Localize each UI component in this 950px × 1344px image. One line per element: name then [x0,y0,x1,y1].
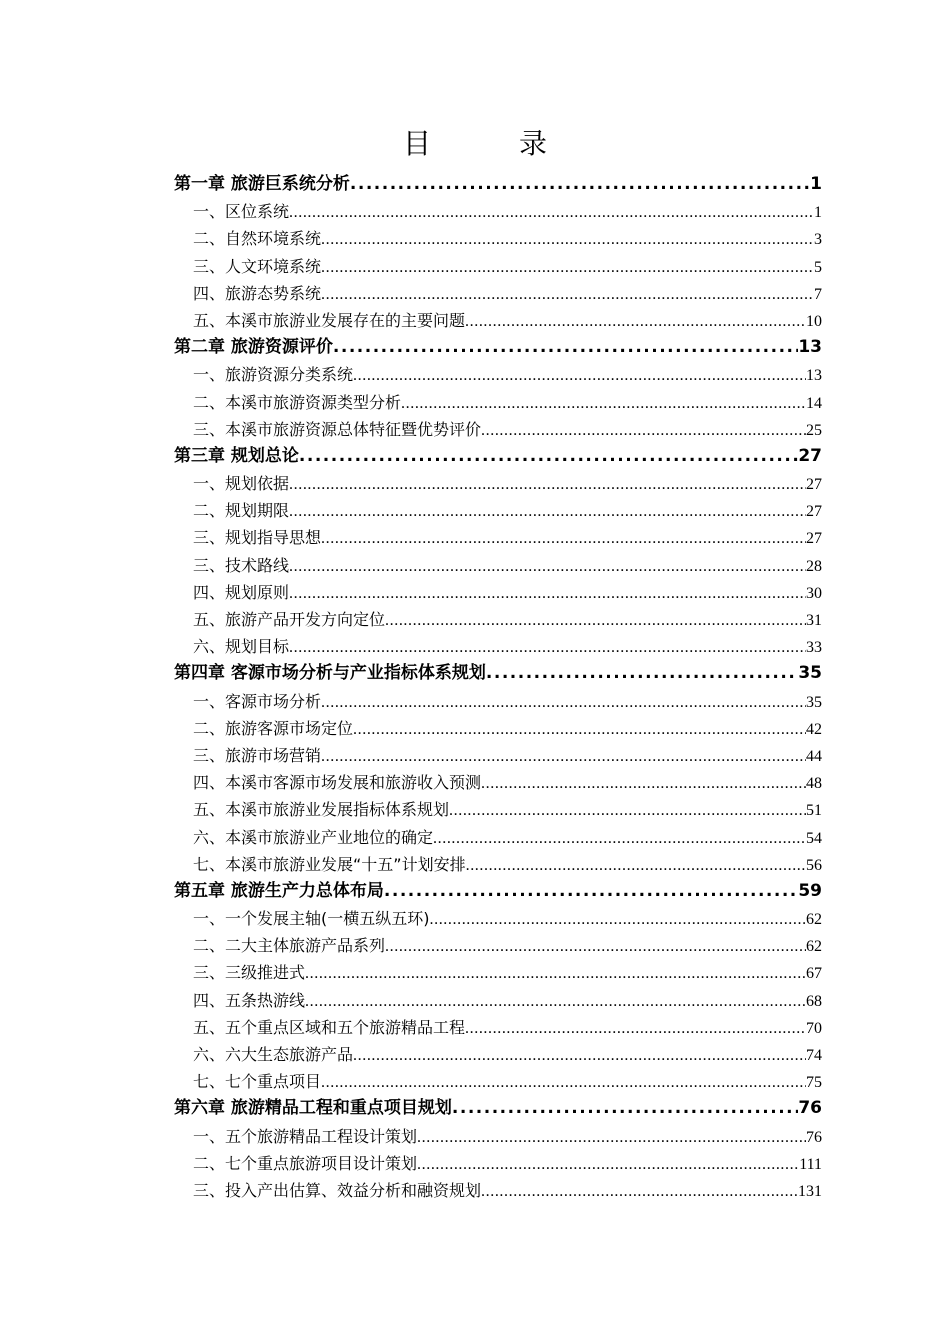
dot-leader [452,1095,798,1122]
dot-leader [321,689,806,715]
dot-leader [289,199,814,225]
toc-section-entry[interactable] [174,1150,822,1177]
dot-leader [321,226,814,252]
toc-entry-label: 七、本溪市旅游业发展“十五”计划安排 [193,854,466,874]
toc-entry-page-number: 27 [806,476,822,494]
toc-entry-label: 三、本溪市旅游资源总体特征暨优势评价 [193,419,482,439]
toc-entry-label: 六、本溪市旅游业产业地位的确定 [193,827,434,847]
toc-entry-page-number: 44 [806,747,822,765]
toc-entry-label: 二、规划期限 [193,501,290,521]
toc-section-entry[interactable] [174,633,822,660]
toc-section-entry[interactable] [174,824,822,851]
toc-chapter-entry[interactable] [174,878,822,905]
toc-entry-page-number: 48 [806,775,822,793]
toc-entry-page-number: 25 [806,421,822,439]
toc-section-entry[interactable] [174,253,822,280]
toc-entry-label: 三、规划指导思想 [193,528,322,548]
toc-entry-label: 五、本溪市旅游业发展存在的主要问题 [193,310,466,330]
toc-section-entry[interactable] [174,1014,822,1041]
dot-leader [321,743,806,769]
toc-chapter-entry[interactable] [174,171,822,198]
toc-entry-page-number: 76 [798,1098,822,1119]
dot-leader [486,660,798,687]
toc-section-entry[interactable] [174,280,822,307]
dot-leader [384,878,798,905]
dot-leader [305,960,806,986]
dot-leader [289,553,806,579]
toc-section-entry[interactable] [174,497,822,524]
toc-section-entry[interactable] [174,796,822,823]
toc-section-entry[interactable] [174,932,822,959]
toc-entry-page-number: 67 [806,965,822,983]
toc-entry-page-number: 27 [798,445,822,466]
toc-entry-page-number: 111 [799,1155,822,1173]
toc-chapter-entry[interactable] [174,334,822,361]
toc-chapter-entry[interactable] [174,660,822,687]
toc-entry-label: 五、旅游产品开发方向定位 [193,610,386,629]
dot-leader [481,770,806,796]
toc-entry-page-number: 54 [806,829,822,847]
toc-entry-label: 三、技术路线 [193,555,290,575]
toc-section-entry[interactable] [174,198,822,225]
dot-leader [321,1069,806,1095]
toc-entry-label: 第三章 规划总论 [174,445,299,466]
toc-entry-label: 第六章 旅游精品工程和重点项目规划 [174,1098,452,1119]
dot-leader [465,1015,806,1041]
toc-entry-label: 三、人文环境系统 [193,256,322,276]
toc-section-entry[interactable] [174,552,822,579]
dot-leader [433,825,806,851]
toc-section-entry[interactable] [174,361,822,388]
toc-entry-page-number: 51 [806,802,822,820]
toc-entry-label: 四、五条热游线 [193,990,306,1010]
toc-entry-label: 五、本溪市旅游业发展指标体系规划 [193,800,450,820]
dot-leader [466,852,806,878]
toc-section-entry[interactable] [174,851,822,878]
toc-section-entry[interactable] [174,606,822,633]
toc-section-entry[interactable] [174,715,822,742]
dot-leader [321,281,814,307]
toc-entry-label: 二、本溪市旅游资源类型分析 [193,392,402,412]
toc-entry-page-number: 74 [806,1047,822,1064]
toc-entry-label: 第一章 旅游巨系统分析 [174,174,350,194]
dot-leader [465,308,806,334]
toc-entry-page-number: 7 [814,285,822,303]
toc-entry-label: 第五章 旅游生产力总体布局 [174,880,384,901]
toc-entry-page-number: 33 [806,639,822,657]
toc-entry-page-number: 35 [798,663,822,684]
dot-leader [299,443,798,470]
dot-leader [449,797,806,823]
dot-leader [333,334,798,361]
toc-entry-label: 五、五个重点区域和五个旅游精品工程 [193,1017,466,1037]
toc-entry-label: 六、规划目标 [193,637,290,657]
toc-entry-label: 二、二大主体旅游产品系列 [193,936,386,956]
toc-entry-page-number: 59 [798,880,822,901]
toc-entry-page-number: 14 [806,394,822,412]
toc-section-entry[interactable] [174,225,822,252]
toc-entry-page-number: 10 [806,312,822,330]
toc-entry-page-number: 42 [806,720,822,738]
dot-leader [289,471,806,497]
toc-entry-page-number: 62 [806,911,822,929]
toc-entry-page-number: 28 [806,557,822,575]
toc-entry-page-number: 27 [806,503,822,521]
toc-section-entry[interactable] [174,987,822,1014]
toc-section-entry[interactable] [174,579,822,606]
toc-entry-page-number: 56 [806,856,822,874]
toc-entry-page-number: 1 [814,204,822,222]
dot-leader [481,417,806,443]
dot-leader [353,716,806,742]
toc-entry-label: 二、自然环境系统 [193,229,322,249]
toc-section-entry[interactable] [174,742,822,769]
toc-entry-page-number: 27 [806,530,822,548]
toc-section-entry[interactable] [174,959,822,986]
toc-entry-label: 七、七个重点项目 [193,1072,322,1092]
toc-section-entry[interactable] [174,307,822,334]
toc-section-entry[interactable] [174,389,822,416]
toc-entry-label: 四、旅游态势系统 [193,283,322,303]
toc-entry-label: 四、本溪市客源市场发展和旅游收入预测 [193,773,482,793]
toc-section-entry[interactable] [174,688,822,715]
toc-entry-label: 一、规划依据 [193,474,290,494]
toc-section-entry[interactable] [174,1123,822,1150]
toc-entry-page-number: 1 [810,174,822,194]
toc-section-entry[interactable] [174,470,822,497]
toc-entry-label: 一、区位系统 [193,202,290,222]
toc-entry-page-number: 3 [814,231,822,249]
toc-entry-label: 三、三级推进式 [193,963,306,983]
dot-leader [481,1178,798,1204]
toc-entry-page-number: 13 [798,337,822,358]
toc-entry-page-number: 70 [806,1019,822,1037]
dot-leader [289,580,806,606]
toc-entry-page-number: 131 [798,1182,822,1200]
dot-leader [385,607,806,633]
toc-chapter-entry[interactable] [174,1095,822,1122]
dot-leader [417,1151,799,1177]
toc-entry-label: 第四章 客源市场分析与产业指标体系规划 [174,663,486,684]
toc-section-entry[interactable] [174,1177,822,1204]
toc-entry-label: 一、客源市场分析 [193,691,322,711]
toc-entry-label: 六、六大生态旅游产品 [193,1045,354,1064]
toc-section-entry[interactable] [174,1041,822,1068]
dot-leader [305,988,806,1014]
dot-leader [289,498,806,524]
dot-leader [321,525,806,551]
dot-leader [430,906,807,932]
toc-entry-label: 三、投入产出估算、效益分析和融资规划 [193,1180,482,1200]
toc-section-entry[interactable] [174,524,822,551]
dot-leader [350,171,810,198]
toc-entry-label: 一、旅游资源分类系统 [193,365,354,385]
toc-section-entry[interactable] [174,769,822,796]
toc-entry-page-number: 75 [806,1074,822,1092]
toc-chapter-entry[interactable] [174,443,822,470]
toc-entry-label: 二、旅游客源市场定位 [193,718,354,738]
dot-leader [321,254,814,280]
toc-section-entry[interactable] [174,416,822,443]
toc-entry-page-number: 5 [814,258,822,276]
page-title: 目 录 [402,127,577,160]
dot-leader [401,390,806,416]
dot-leader [289,634,806,660]
table-of-contents [174,171,822,1204]
dot-leader [353,1042,806,1068]
toc-entry-label: 四、规划原则 [193,582,290,602]
toc-entry-label: 一、一个发展主轴(一横五纵五环) [193,909,430,929]
toc-section-entry[interactable] [174,905,822,932]
toc-entry-page-number: 35 [806,693,822,711]
toc-entry-page-number: 31 [806,612,822,629]
toc-entry-page-number: 13 [806,367,822,385]
toc-entry-label: 第二章 旅游资源评价 [174,337,333,358]
toc-entry-label: 二、七个重点旅游项目设计策划 [193,1153,418,1173]
dot-leader [385,933,806,959]
toc-entry-page-number: 62 [806,938,822,956]
dot-leader [417,1124,806,1150]
toc-entry-label: 三、旅游市场营销 [193,745,322,765]
toc-section-entry[interactable] [174,1068,822,1095]
toc-entry-page-number: 76 [806,1128,822,1146]
toc-entry-page-number: 68 [806,992,822,1010]
dot-leader [353,362,806,388]
toc-entry-label: 一、五个旅游精品工程设计策划 [193,1126,418,1146]
toc-entry-page-number: 30 [806,584,822,602]
